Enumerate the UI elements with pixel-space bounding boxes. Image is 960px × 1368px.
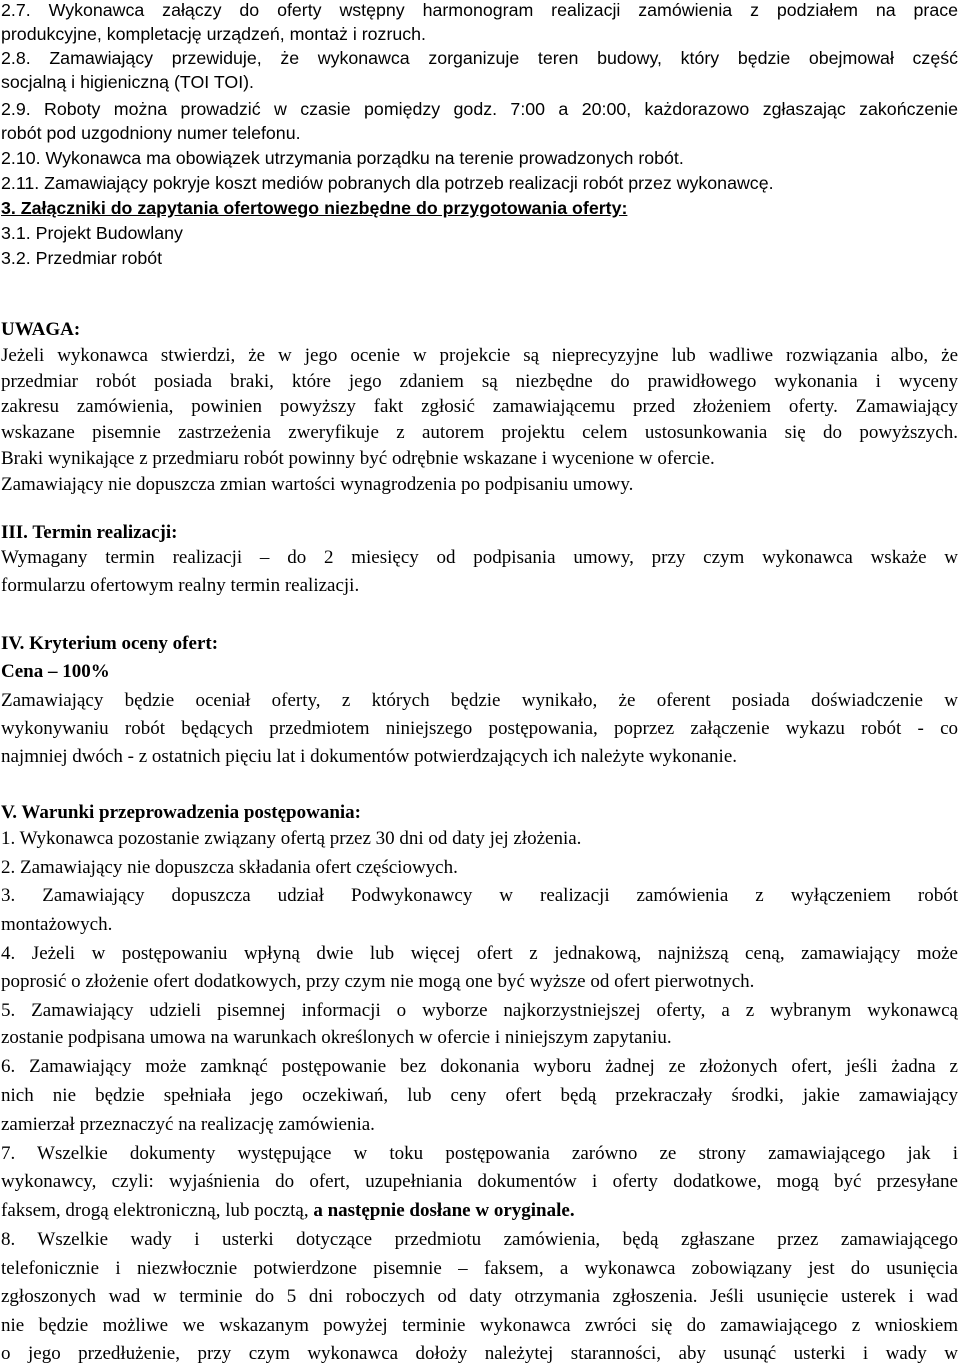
uwaga-line-1: Jeżeli wykonawca stwierdzi, że w jego ocenie w projekcie są nieprecyzyjne lub wadliwe rozwiązania albo, że: [1, 345, 958, 366]
paragraph-2-10: 2.10. Wykonawca ma obowiązek utrzymania porządku na terenie prowadzonych robót.: [1, 148, 684, 168]
condition-item-3-line-2: montażowych.: [1, 914, 113, 935]
condition-item-5-line-1: 5. Zamawiający udzieli pisemnej informacji o wyborze najkorzystniejszej oferty, a z wybranym wykonawcą: [1, 1000, 958, 1021]
uwaga-line-2: przedmiar robót posiada braki, które jego zdaniem są niezbędne do prawidłowego wykonania i wyceny: [1, 371, 958, 392]
condition-item-3-line-1: 3. Zamawiający dopuszcza udział Podwykonawcy w realizacji zamówienia z wyłączeniem robót: [1, 885, 958, 906]
condition-item-8-line-3: zgłoszonych wad w terminie do 5 dni roboczych od daty otrzymania zgłoszenia. Jeśli usunięcie usterek i wad: [1, 1286, 958, 1307]
section-IV-subheading: Cena – 100%: [1, 661, 110, 682]
attachment-item-2: 3.2. Przedmiar robót: [1, 248, 163, 268]
condition-item-2: 2. Zamawiający nie dopuszcza składania ofert częściowych.: [1, 857, 458, 878]
condition-item-4-line-2: poprosić o złożenie ofert dodatkowych, przy czym nie mogą one być wyższe od ofert pierwotnych.: [1, 971, 755, 992]
uwaga-heading: UWAGA:: [1, 319, 81, 340]
condition-item-8-line-5: o jego przedłużenie, przy czym wykonawca dołoży należytej staranności, aby usunąć usterki i wady w: [1, 1343, 958, 1364]
paragraph-2-8-line-1: 2.8. Zamawiający przewiduje, że wykonawca zorganizuje teren budowy, który będzie obejmował część: [1, 48, 958, 68]
paragraph-2-9-line-1: 2.9. Roboty można prowadzić w czasie pomiędzy godz. 7:00 a 20:00, każdorazowo zgłaszając zakończenie: [1, 99, 958, 119]
uwaga-line-6: Zamawiający nie dopuszcza zmian wartości wynagrodzenia po podpisaniu umowy.: [1, 474, 634, 495]
condition-item-7-bold-text: a następnie dosłane w oryginale.: [308, 1200, 575, 1221]
condition-item-8-line-2: telefonicznie i niezwłocznie potwierdzone pisemnie – faksem, a wykonawca zobowiązany jest do usunięcia: [1, 1258, 958, 1279]
section-III-line-2: formularzu ofertowym realny termin realizacji.: [1, 575, 360, 596]
condition-item-7-plain-text: faksem, drogą elektroniczną, lub pocztą,: [1, 1200, 309, 1221]
uwaga-line-3: zakresu zamówienia, powinien powyższy fakt zgłosić zamawiającemu przed złożeniem oferty. Zamawiający: [1, 396, 958, 417]
paragraph-2-11: 2.11. Zamawiający pokryje koszt mediów pobranych dla potrzeb realizacji robót przez wykonawcę.: [1, 173, 774, 193]
condition-item-1: 1. Wykonawca pozostanie związany ofertą przez 30 dni od daty jej złożenia.: [1, 828, 582, 849]
condition-item-7-line-2: wykonawcy, czyli: wyjaśnienia do ofert, uzupełniania dokumentów i oferty dodatkowe, mogą być przesyłane: [1, 1171, 958, 1192]
section-IV-heading: IV. Kryterium oceny ofert:: [1, 633, 219, 654]
condition-item-4-line-1: 4. Jeżeli w postępowaniu wpłyną dwie lub więcej ofert z jednakową, najniższą ceną, zamawiający może: [1, 943, 958, 964]
attachment-item-1: 3.1. Projekt Budowlany: [1, 223, 183, 243]
paragraph-2-7-line-1: 2.7. Wykonawca załączy do oferty wstępny harmonogram realizacji zamówienia z podziałem na prace: [1, 0, 958, 20]
section-III-heading: III. Termin realizacji:: [1, 522, 178, 543]
section-III-line-1: Wymagany termin realizacji – do 2 miesięcy od podpisania umowy, przy czym wykonawca wskaże w: [1, 547, 958, 568]
condition-item-6-line-2: nich nie będzie spełniała jego oczekiwań, lub ceny ofert będą przekraczały środki, jakie zamawiający: [1, 1085, 958, 1106]
section-IV-line-1: Zamawiający będzie oceniał oferty, z których będzie wynikało, że oferent posiada doświadczenie w: [1, 690, 958, 711]
uwaga-line-4: wskazane pisemnie zastrzeżenia zweryfikuje z autorem projektu celem ustosunkowania się do powyższych.: [1, 422, 958, 443]
condition-item-7-line-1: 7. Wszelkie dokumenty występujące w toku postępowania zarówno ze strony zamawiającego jak i: [1, 1143, 958, 1164]
condition-item-5-line-2: zostanie podpisana umowa na warunkach określonych w ofercie i niniejszym zapytaniu.: [1, 1027, 672, 1048]
condition-item-7-line-3: [1, 1200, 958, 1222]
uwaga-line-5: Braki wynikające z przedmiaru robót powinny być odrębnie wskazane i wycenione w ofercie.: [1, 448, 715, 469]
condition-item-8-line-4: nie będzie możliwe we wskazanym powyżej terminie wykonawca zwróci się do zamawiającego z wnioskiem: [1, 1315, 958, 1336]
paragraph-2-7-line-2: produkcyjne, kompletację urządzeń, montaż i rozruch.: [1, 24, 426, 44]
condition-item-6-line-3: zamierzał przeznaczyć na realizację zamówienia.: [1, 1114, 375, 1135]
condition-item-8-line-1: 8. Wszelkie wady i usterki dotyczące przedmiotu zamówienia, będą zgłaszane przez zamawiającego: [1, 1229, 958, 1250]
section-3-heading: 3. Załączniki do zapytania ofertowego niezbędne do przygotowania oferty:: [1, 198, 628, 218]
section-IV-line-2: wykonywaniu robót będących przedmiotem niniejszego postępowania, poprzez załączenie wykazu robót - co: [1, 718, 958, 739]
section-IV-line-3: najmniej dwóch - z ostatnich pięciu lat i dokumentów potwierdzających ich należyte wykonanie.: [1, 746, 737, 767]
paragraph-2-9-line-2: robót pod uzgodniony numer telefonu.: [1, 123, 301, 143]
condition-item-6-line-1: 6. Zamawiający może zamknąć postępowanie bez dokonania wyboru żadnej ze złożonych ofert, jeśli żadna z: [1, 1056, 958, 1077]
section-V-heading: V. Warunki przeprowadzenia postępowania:: [1, 802, 361, 823]
paragraph-2-8-line-2: socjalną i higieniczną (TOI TOI).: [1, 72, 255, 92]
